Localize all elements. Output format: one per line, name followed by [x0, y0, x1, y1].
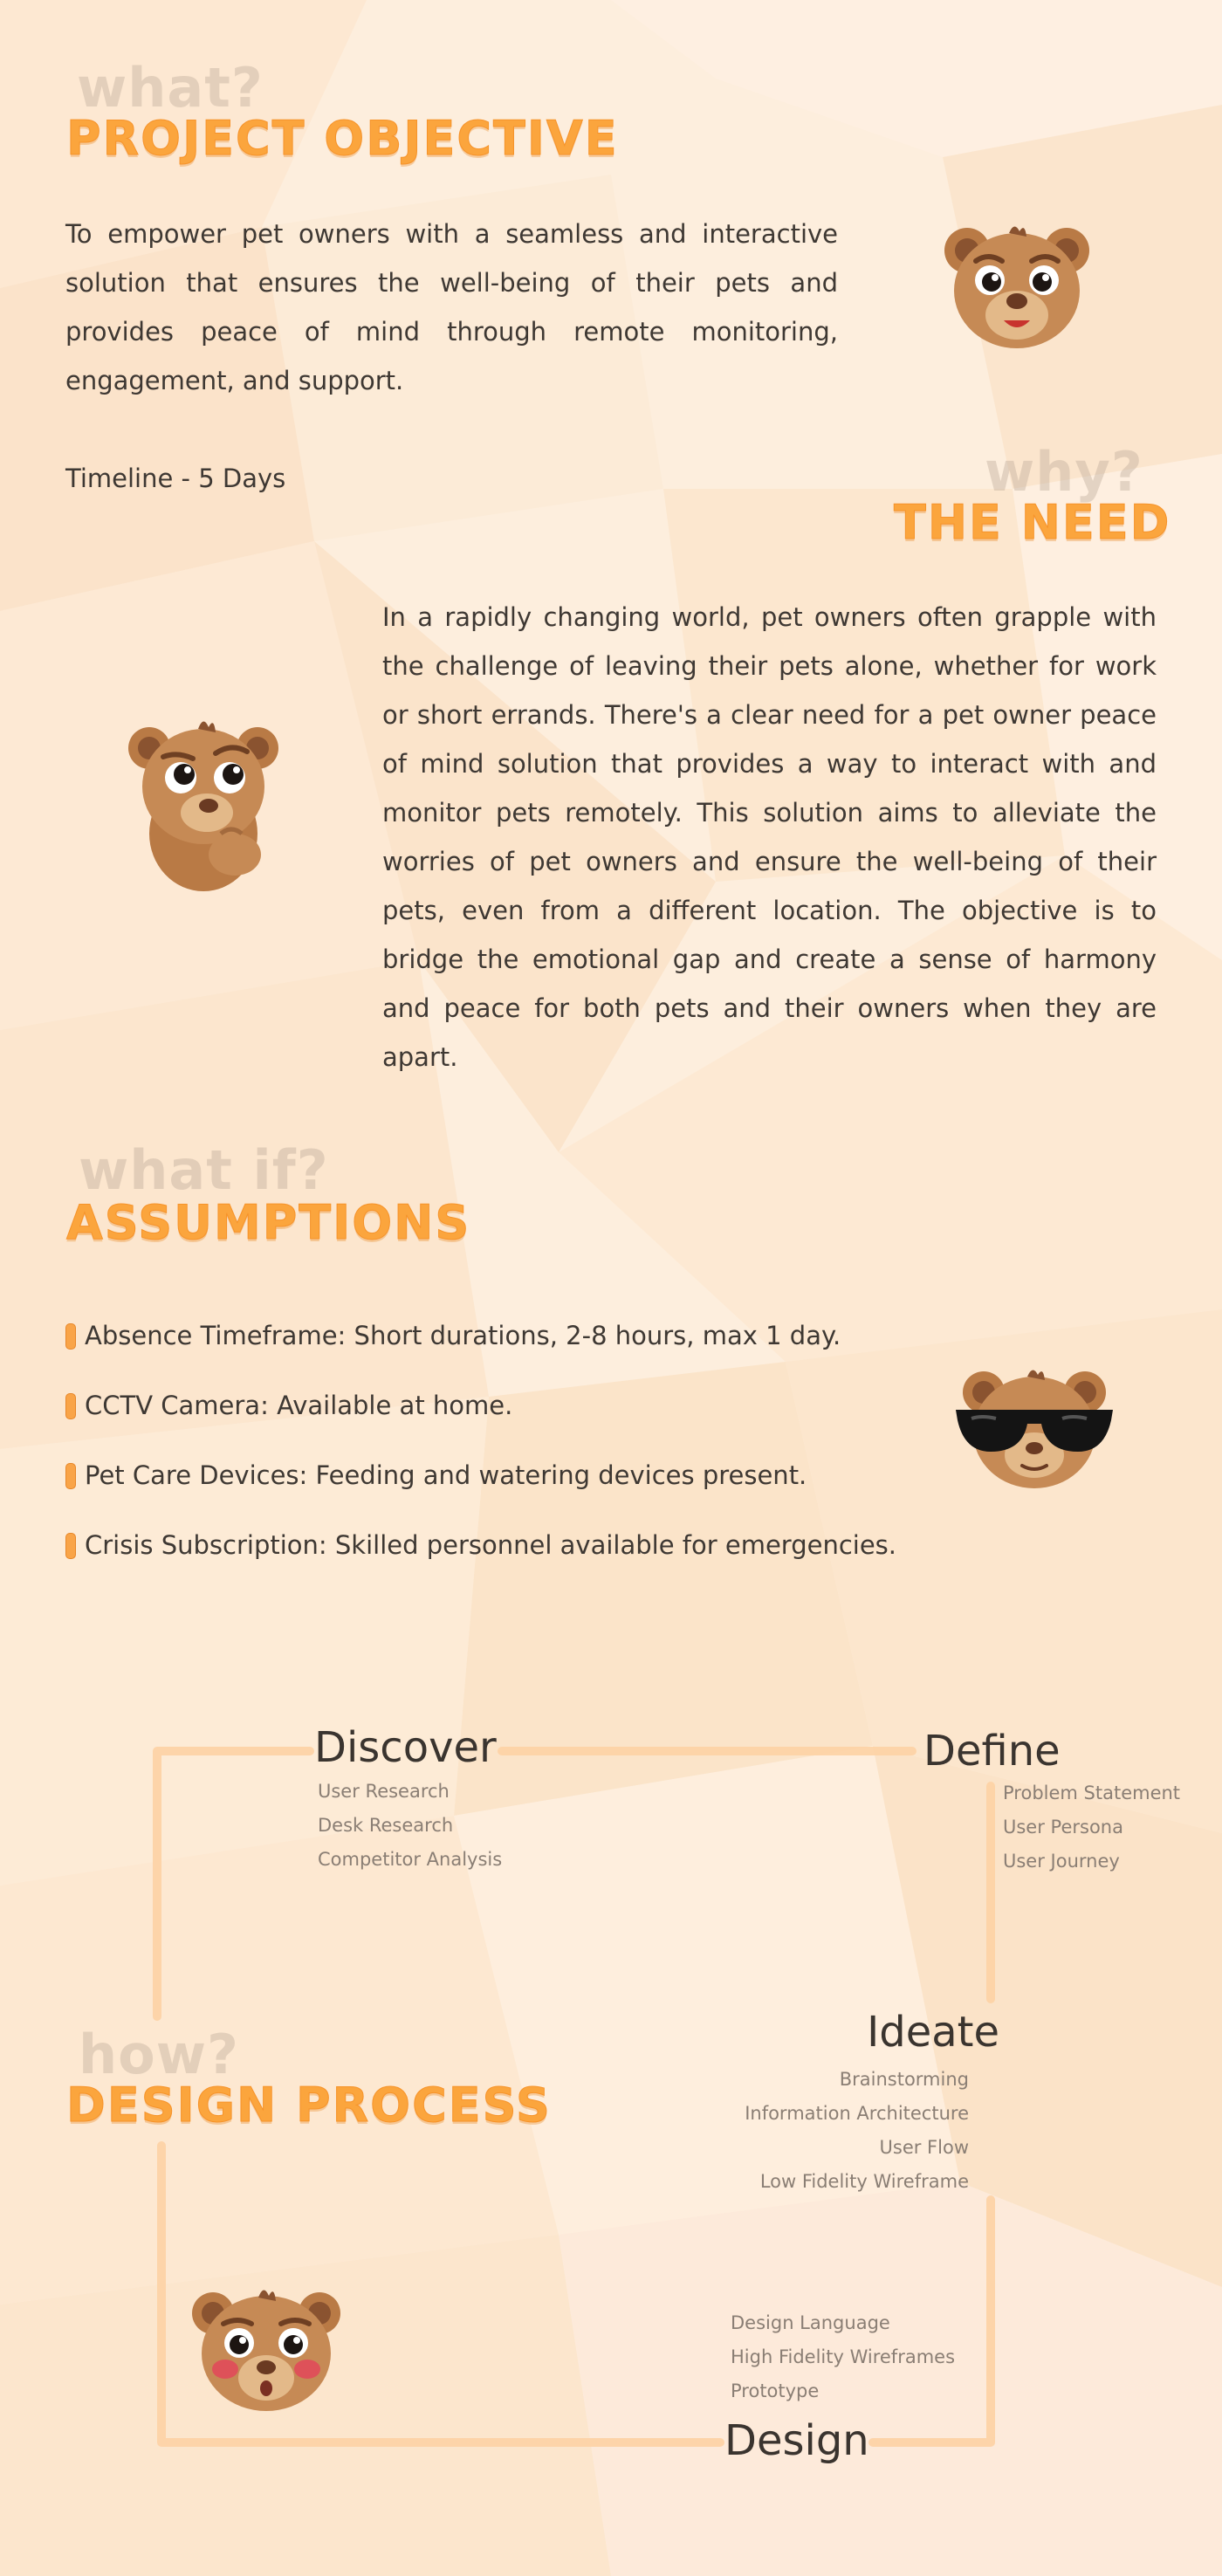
phase-discover-list — [318, 1775, 502, 1877]
need-title: THE NEED — [894, 495, 1171, 550]
phase-item: Brainstorming — [839, 2069, 969, 2090]
phase-discover-title: Discover — [314, 1723, 497, 1772]
bear-thinking-icon — [118, 703, 292, 899]
bear-smiling-icon — [934, 214, 1100, 362]
bear-blushing-icon — [183, 2278, 349, 2418]
process-title: DESIGN PROCESS — [66, 2078, 552, 2133]
phase-item: Problem Statement — [1003, 1783, 1181, 1803]
phase-item: Desk Research — [318, 1815, 454, 1836]
phase-ideate-list — [681, 2063, 969, 2199]
bullet-marker — [65, 1463, 76, 1489]
phase-design-title: Design — [724, 2416, 869, 2465]
objective-text: To empower pet owners with a seamless and interactive solution that ensures the well-being of their pets and provides peace of mind through remote monitoring, engagement, and support. — [65, 219, 838, 395]
assumption-text: Absence Timeframe: Short durations, 2-8 hours, max 1 day. — [85, 1321, 841, 1350]
bullet-marker — [65, 1533, 76, 1559]
phase-item: Prototype — [731, 2380, 820, 2401]
bear-sunglasses-icon — [947, 1357, 1122, 1497]
phase-item: Design Language — [731, 2312, 890, 2333]
phase-item: User Research — [318, 1781, 450, 1802]
phase-item: User Persona — [1003, 1817, 1123, 1838]
assumptions-title: ASSUMPTIONS — [66, 1195, 471, 1250]
assumption-item — [65, 1458, 896, 1493]
phase-define-title: Define — [923, 1727, 1061, 1776]
assumption-item — [65, 1388, 896, 1423]
phase-item: User Journey — [1003, 1851, 1120, 1872]
assumption-text: CCTV Camera: Available at home. — [85, 1391, 513, 1420]
need-text: In a rapidly changing world, pet owners often grapple with the challenge of leaving their pets alone, whether for work or short errands. There's a clear need for a pet owner peace of mind solution that provides a way to interact with and monitor pets remotely. This solution aims to alleviate the worries of pet owners and ensure the well-being of their pets, even from a different location. The objective is to bridge the emotional gap and create a sense of harmony and peace for both pets and their owners when they are apart. — [382, 602, 1157, 1072]
assumption-item — [65, 1528, 896, 1563]
assumption-text: Pet Care Devices: Feeding and watering devices present. — [85, 1460, 807, 1490]
bullet-marker — [65, 1393, 76, 1419]
objective-title: PROJECT OBJECTIVE — [66, 111, 619, 166]
phase-item: Competitor Analysis — [318, 1849, 503, 1870]
process-line-top-left — [157, 1751, 310, 2016]
need-ghost-word: why? — [985, 440, 1143, 504]
phase-item: Low Fidelity Wireframe — [759, 2171, 969, 2192]
phase-item: High Fidelity Wireframes — [731, 2346, 956, 2367]
process-ghost-word: how? — [79, 2023, 239, 2086]
timeline-text: Timeline - 5 Days — [65, 464, 286, 493]
objective-ghost-word: what? — [77, 56, 264, 120]
assumption-item — [65, 1318, 896, 1353]
assumption-text: Crisis Subscription: Skilled personnel available for emergencies. — [85, 1530, 896, 1560]
phase-item: User Flow — [879, 2137, 969, 2158]
phase-ideate-title: Ideate — [867, 2008, 999, 2057]
bullet-marker — [65, 1323, 76, 1350]
phase-define-list — [1003, 1776, 1180, 1879]
phase-design-list — [731, 2306, 955, 2408]
assumptions-ghost-word: what if? — [79, 1138, 329, 1202]
assumptions-list — [65, 1318, 896, 1597]
phase-item: Information Architecture — [745, 2103, 969, 2124]
